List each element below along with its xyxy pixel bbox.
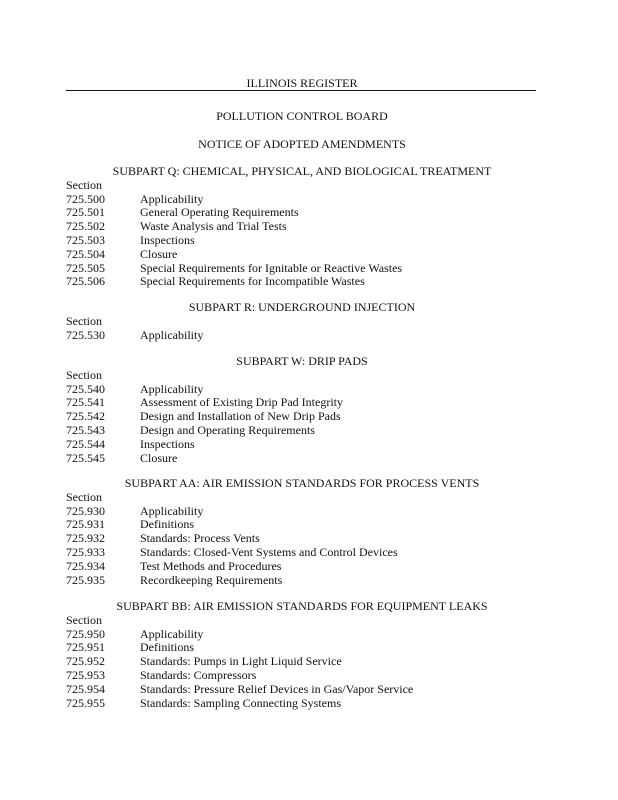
subpart-heading: SUBPART BB: AIR EMISSION STANDARDS FOR EQUIPMENT LEAKS <box>116 599 488 613</box>
section-number: 725.955 <box>66 695 105 710</box>
section-number: 725.502 <box>66 219 105 234</box>
section-number: 725.530 <box>66 327 105 342</box>
section-entry <box>66 262 546 276</box>
section-title: Definitions <box>140 517 194 532</box>
section-entry <box>66 248 546 262</box>
section-label: Section <box>66 177 102 192</box>
section-title: Closure <box>140 246 178 261</box>
section-number: 725.505 <box>66 260 105 275</box>
section-label: Section <box>66 367 102 382</box>
section-title: Design and Installation of New Drip Pads <box>140 409 341 424</box>
section-number: 725.541 <box>66 395 105 410</box>
subpart-block <box>66 355 546 465</box>
subpart-block <box>66 600 546 710</box>
section-title: Inspections <box>140 232 195 247</box>
section-title: Waste Analysis and Trial Tests <box>140 219 287 234</box>
section-number: 725.543 <box>66 422 105 437</box>
section-entry <box>66 396 546 410</box>
register-title: ILLINOIS REGISTER <box>246 76 358 90</box>
section-label: Section <box>66 313 102 328</box>
section-entry <box>66 574 546 588</box>
section-number: 725.953 <box>66 667 105 682</box>
subpart-heading: SUBPART W: DRIP PADS <box>236 354 368 368</box>
section-number: 725.932 <box>66 531 105 546</box>
section-entry <box>66 560 546 574</box>
section-number: 725.506 <box>66 274 105 289</box>
section-title: Assessment of Existing Drip Pad Integrity <box>140 395 343 410</box>
section-entry <box>66 438 546 452</box>
section-title: Applicability <box>140 327 204 342</box>
subpart-block <box>66 301 546 342</box>
section-title: Applicability <box>140 381 204 396</box>
subpart-block <box>66 477 546 587</box>
section-entry <box>66 655 546 669</box>
header-rule <box>66 90 536 91</box>
section-title: Special Requirements for Ignitable or Reactive Wastes <box>140 260 403 275</box>
subpart-heading: SUBPART Q: CHEMICAL, PHYSICAL, AND BIOLOGICAL TREATMENT <box>112 164 492 178</box>
section-entry <box>66 220 546 234</box>
section-number: 725.935 <box>66 572 105 587</box>
section-entry <box>66 452 546 466</box>
section-entry <box>66 383 546 397</box>
notice-title: NOTICE OF ADOPTED AMENDMENTS <box>198 137 406 151</box>
section-number: 725.501 <box>66 205 105 220</box>
section-entry <box>66 505 546 519</box>
section-title: Design and Operating Requirements <box>140 422 315 437</box>
section-number: 725.931 <box>66 517 105 532</box>
section-title: Applicability <box>140 191 204 206</box>
section-entry <box>66 518 546 532</box>
section-title: Applicability <box>140 503 204 518</box>
section-label: Section <box>66 612 102 627</box>
section-number: 725.545 <box>66 450 105 465</box>
section-number: 725.952 <box>66 654 105 669</box>
section-number: 725.930 <box>66 503 105 518</box>
section-entry <box>66 532 546 546</box>
section-entry <box>66 546 546 560</box>
subpart-heading: SUBPART R: UNDERGROUND INJECTION <box>188 300 416 314</box>
section-number: 725.503 <box>66 232 105 247</box>
section-title: Recordkeeping Requirements <box>140 572 283 587</box>
section-title: General Operating Requirements <box>140 205 299 220</box>
section-title: Standards: Pressure Relief Devices in Gas/Vapor Service <box>140 681 414 696</box>
section-number: 725.950 <box>66 626 105 641</box>
agency-name: POLLUTION CONTROL BOARD <box>216 109 388 123</box>
section-title: Test Methods and Procedures <box>140 558 282 573</box>
section-title: Standards: Closed-Vent Systems and Control Devices <box>140 544 398 559</box>
section-number: 725.540 <box>66 381 105 396</box>
section-entry <box>66 193 546 207</box>
section-number: 725.500 <box>66 191 105 206</box>
section-number: 725.542 <box>66 409 105 424</box>
section-entry <box>66 683 546 697</box>
section-entry <box>66 410 546 424</box>
section-title: Standards: Pumps in Light Liquid Service <box>140 654 342 669</box>
subpart-block <box>66 165 546 289</box>
section-title: Definitions <box>140 640 194 655</box>
section-entry <box>66 641 546 655</box>
section-title: Standards: Sampling Connecting Systems <box>140 695 341 710</box>
section-number: 725.954 <box>66 681 105 696</box>
section-title: Standards: Compressors <box>140 667 257 682</box>
section-number: 725.504 <box>66 246 105 261</box>
section-number: 725.544 <box>66 436 105 451</box>
section-entry <box>66 234 546 248</box>
section-entry <box>66 206 546 220</box>
section-entry <box>66 329 546 343</box>
section-number: 725.951 <box>66 640 105 655</box>
section-title: Inspections <box>140 436 195 451</box>
section-entry <box>66 669 546 683</box>
section-number: 725.934 <box>66 558 105 573</box>
section-entry <box>66 424 546 438</box>
section-title: Closure <box>140 450 178 465</box>
subpart-heading: SUBPART AA: AIR EMISSION STANDARDS FOR PROCESS VENTS <box>124 476 480 490</box>
section-title: Special Requirements for Incompatible Wastes <box>140 274 365 289</box>
section-label: Section <box>66 489 102 504</box>
section-title: Applicability <box>140 626 204 641</box>
section-entry <box>66 628 546 642</box>
section-entry <box>66 275 546 289</box>
section-number: 725.933 <box>66 544 105 559</box>
section-entry <box>66 697 546 711</box>
section-title: Standards: Process Vents <box>140 531 260 546</box>
